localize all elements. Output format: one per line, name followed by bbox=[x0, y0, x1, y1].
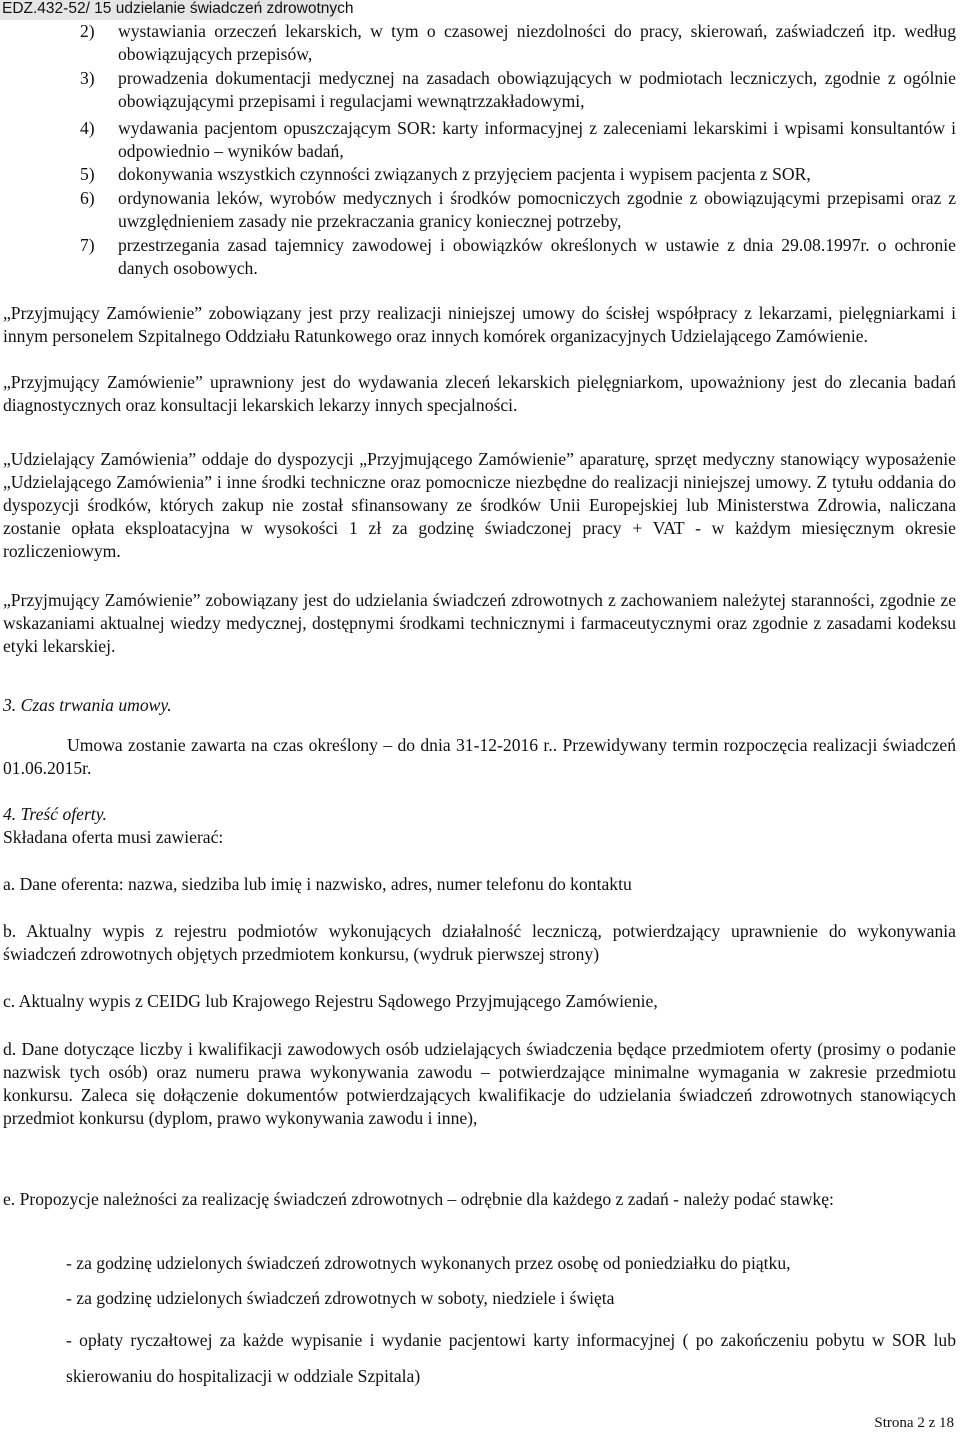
list-number: 4) bbox=[80, 118, 95, 138]
offer-item: d. Dane dotyczące liczby i kwalifikacji zawodowych osób udzielających świadczenia będące przedmiotem oferty (prosimy o podanie nazwisk tych osób) oraz numeru prawa wykonywania zawodu – potwierdzające minimalne wymagania w zakresie przedmiotu konkursu. Zaleca się dołączenie dokumentów potwierdzających kwalifikacje do udzielania świadczeń zdrowotnych stanowiących przedmiot konkursu (dyplom, prawo wykonywania zawodu i inne), bbox=[3, 1039, 956, 1128]
document-header bbox=[0, 0, 354, 20]
paragraph: Składana oferta musi zawierać: bbox=[3, 827, 224, 847]
list-number: 6) bbox=[80, 188, 95, 208]
list-text: przestrzegania zasad tajemnicy zawodowej i obowiązków określonych w ustawie z dnia 29.08.1997r. o ochronie danych osobowych. bbox=[118, 235, 956, 278]
list-item bbox=[80, 67, 956, 113]
header-reference: EDZ.432-52/ 15 udzielanie świadczeń zdrowotnych bbox=[2, 0, 354, 17]
list-text: wydawania pacjentom opuszczającym SOR: karty informacyjnej z zaleceniami lekarskimi i wpisami konsultantów i odpowiednio – wyników badań, bbox=[118, 118, 956, 161]
list-text: wystawiania orzeczeń lekarskich, w tym o czasowej niezdolności do pracy, skierowań, zaświadczeń itp. według obowiązujących przepisów, bbox=[118, 21, 956, 64]
section-heading: 4. Treść oferty. bbox=[3, 804, 107, 824]
list-item bbox=[80, 163, 956, 186]
page-number: Strona 2 z 18 bbox=[874, 1415, 954, 1431]
offer-item: e. Propozycje należności za realizację świadczeń zdrowotnych – odrębnie dla każdego z zadań - należy podać stawkę: bbox=[3, 1189, 834, 1209]
offer-item: a. Dane oferenta: nazwa, siedziba lub imię i nazwisko, adres, numer telefonu do kontaktu bbox=[3, 874, 632, 894]
list-item bbox=[80, 20, 956, 66]
paragraph: „Przyjmujący Zamówienie” uprawniony jest do wydawania zleceń lekarskich pielęgniarkom, upoważniony jest do zlecania badań diagnostycznych oraz konsultacji lekarskich lekarzy innych specjalności. bbox=[3, 372, 956, 415]
dash-item: - opłaty ryczałtowej za każde wypisanie i wydanie pacjentowi karty informacyjnej ( po zakończeniu pobytu w SOR lub skierowaniu do hospitalizacji w oddziale Szpitala) bbox=[66, 1330, 956, 1386]
list-item bbox=[80, 187, 956, 233]
offer-item: b. Aktualny wypis z rejestru podmiotów wykonujących działalność leczniczą, potwierdzający uprawnienie do wykonywania świadczeń zdrowotnych objętych przedmiotem konkursu, (wydruk pierwszej strony) bbox=[3, 921, 956, 964]
paragraph: „Udzielający Zamówienia” oddaje do dyspozycji „Przyjmującego Zamówienie” aparaturę, sprzęt medyczny stanowiący wyposażenie „Udzielającego Zamówienia” i inne środki techniczne oraz pomocnicze niezbędne do realizacji niniejszej umowy. Z tytułu oddania do dyspozycji środków, których zakup nie został sfinansowany ze środków Unii Europejskiej lub Ministerstwa Zdrowia, naliczana zostanie opłata eksploatacyjna w wysokości 1 zł za godzinę świadczonej pracy + VAT - w każdym miesięcznym okresie rozliczeniowym. bbox=[3, 449, 956, 561]
list-text: dokonywania wszystkich czynności związanych z przyjęciem pacjenta i wypisem pacjenta z SOR, bbox=[118, 164, 811, 184]
offer-item: c. Aktualny wypis z CEIDG lub Krajowego Rejestru Sądowego Przyjmującego Zamówienie, bbox=[3, 991, 658, 1011]
list-text: ordynowania leków, wyrobów medycznych i środków pomocniczych zgodnie z obowiązującymi przepisami oraz z uwzględnieniem zasady nie przekraczania granicy koniecznej potrzeby, bbox=[118, 188, 956, 231]
section-heading: 3. Czas trwania umowy. bbox=[3, 695, 172, 715]
list-number: 5) bbox=[80, 164, 95, 184]
list-item bbox=[80, 234, 956, 280]
list-number: 2) bbox=[80, 21, 95, 41]
dash-item: - za godzinę udzielonych świadczeń zdrowotnych wykonanych przez osobę od poniedziałku do piątku, bbox=[66, 1253, 791, 1273]
paragraph: „Przyjmujący Zamówienie” zobowiązany jest przy realizacji niniejszej umowy do ścisłej współpracy z lekarzami, pielęgniarkami i innym personelem Szpitalnego Oddziału Ratunkowego oraz innych komórek organizacyjnych Udzielającego Zamówienie. bbox=[3, 303, 956, 346]
list-number: 3) bbox=[80, 68, 95, 88]
paragraph: Umowa zostanie zawarta na czas określony – do dnia 31-12-2016 r.. Przewidywany termin rozpoczęcia realizacji świadczeń 01.06.2015r. bbox=[3, 735, 956, 778]
list-item bbox=[80, 117, 956, 163]
list-number: 7) bbox=[80, 235, 95, 255]
paragraph: „Przyjmujący Zamówienie” zobowiązany jest do udzielania świadczeń zdrowotnych z zachowaniem należytej staranności, zgodnie ze wskazaniami aktualnej wiedzy medycznej, dostępnymi środkami technicznymi i farmaceutycznymi oraz zgodnie z zasadami kodeksu etyki lekarskiej. bbox=[3, 590, 956, 656]
dash-item: - za godzinę udzielonych świadczeń zdrowotnych w soboty, niedziele i święta bbox=[66, 1288, 615, 1308]
list-text: prowadzenia dokumentacji medycznej na zasadach obowiązujących w podmiotach leczniczych, zgodnie z ogólnie obowiązującymi przepisami i regulacjami wewnątrzzakładowymi, bbox=[118, 68, 956, 111]
